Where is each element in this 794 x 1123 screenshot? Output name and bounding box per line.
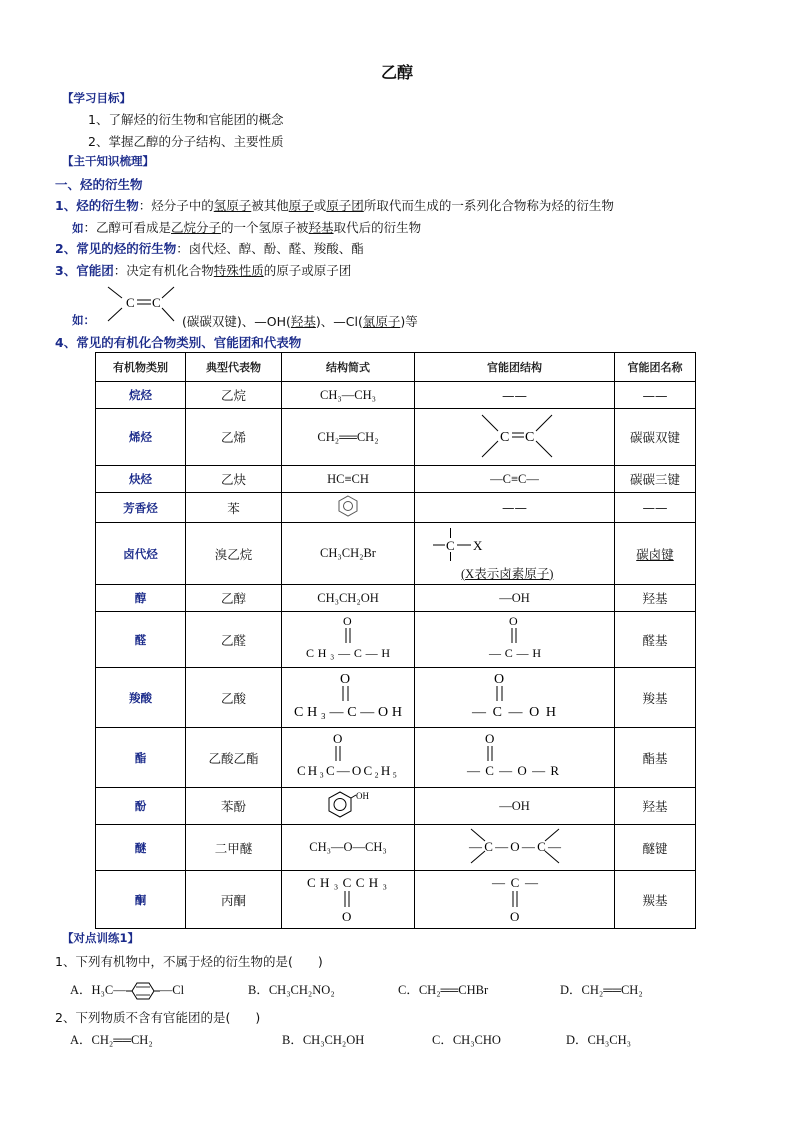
table-row (96, 382, 696, 409)
table-row (96, 788, 696, 825)
representative-cell: 苯 (186, 493, 282, 523)
svg-text:O: O (508, 614, 518, 628)
table-row (96, 612, 696, 668)
svg-text:C: C (446, 537, 455, 553)
functional-group-name-cell: 碳碳双键 (615, 409, 696, 466)
main-heading: 【主干知识梳理】 (62, 154, 154, 168)
svg-text:—C—O—R: —C—O—R (466, 763, 559, 778)
representative-cell: 乙醛 (186, 612, 282, 668)
alkene-group-drawing (470, 411, 560, 461)
q2-option-a[interactable]: A．CH₂══CH₂ (70, 1033, 153, 1047)
structure-cell: HC≡CH (282, 466, 415, 493)
question-2: 2、下列物质不含有官能团的是( ) (55, 1010, 261, 1025)
functional-group-cell (415, 409, 615, 466)
representative-cell: 乙酸 (186, 668, 282, 728)
functional-group-name-cell: 羧基 (615, 668, 696, 728)
table-row (96, 409, 696, 466)
functional-group-name-cell: 碳碳三键 (615, 466, 696, 493)
structure-cell: CH₂══CH₂ (282, 409, 415, 466)
example-3-text: (碳碳双键)、—OH(羟基)、—Cl(氯原子)等 (182, 314, 418, 329)
structure-cell: CH₃CH₂OH (282, 585, 415, 612)
svg-text:C: C (499, 429, 509, 445)
functional-group-cell: —OH (415, 788, 615, 825)
functional-group-name-cell: 羟基 (615, 585, 696, 612)
svg-text:O: O (343, 614, 352, 628)
svg-text:X: X (473, 537, 483, 553)
paragraph-2: 2、常见的烃的衍生物：卤代烃、醇、酚、醛、羧酸、酯 (55, 241, 364, 256)
svg-text:CH₃C—OC₂H₅: CH₃C—OC₂H₅ (297, 763, 397, 778)
representative-cell: 丙酮 (186, 871, 282, 929)
functional-group-name-cell: 羰基 (615, 871, 696, 929)
category-cell: 醛 (96, 612, 186, 668)
acetic-acid-structure (290, 669, 406, 723)
functional-group-cell (415, 523, 615, 585)
svg-text:—C—O—C—: —C—O—C— (468, 839, 561, 854)
double-bond-structure (100, 283, 180, 327)
column-header: 结构简式 (282, 353, 415, 382)
structure-cell (282, 612, 415, 668)
halogen-note: (X表示卤素原子) (461, 566, 554, 581)
representative-cell: 苯酚 (186, 788, 282, 825)
column-header: 典型代表物 (186, 353, 282, 382)
svg-text:O: O (493, 672, 504, 687)
q1-option-d[interactable]: D．CH₂══CH₂ (560, 983, 643, 997)
acetaldehyde-structure (298, 613, 398, 663)
representative-cell: 乙醇 (186, 585, 282, 612)
ester-group-drawing (465, 729, 565, 783)
category-cell: 烷烃 (96, 382, 186, 409)
exercise-heading: 【对点训练1】 (62, 931, 140, 945)
category-cell: 酯 (96, 728, 186, 788)
functional-group-name-cell: 醚键 (615, 825, 696, 871)
functional-group-cell: —— (415, 382, 615, 409)
category-cell: 酚 (96, 788, 186, 825)
table-row (96, 523, 696, 585)
functional-group-cell (415, 728, 615, 788)
example-3: 如： (72, 313, 95, 327)
category-cell: 芳香烃 (96, 493, 186, 523)
acetone-structure (303, 871, 393, 925)
functional-group-cell: —OH (415, 585, 615, 612)
column-header: 官能团结构 (415, 353, 615, 382)
category-cell: 醇 (96, 585, 186, 612)
table-header-row (96, 353, 696, 382)
table-row (96, 585, 696, 612)
benzene-ring-icon (126, 980, 160, 1002)
functional-group-cell (415, 825, 615, 871)
table-row (96, 825, 696, 871)
functional-group-name-cell: 羟基 (615, 788, 696, 825)
functional-group-cell (415, 668, 615, 728)
aldehyde-group-drawing (485, 613, 545, 663)
representative-cell: 乙烷 (186, 382, 282, 409)
representative-cell: 乙炔 (186, 466, 282, 493)
paragraph-4: 4、常见的有机化合物类别、官能团和代表物 (55, 335, 302, 350)
functional-group-name-cell: —— (615, 382, 696, 409)
objectives-heading: 【学习目标】 (62, 91, 131, 105)
structure-cell: CH₃—CH₃ (282, 382, 415, 409)
structure-cell: CH₃CH₂Br (282, 523, 415, 585)
category-cell: 卤代烃 (96, 523, 186, 585)
svg-text:O: O (333, 731, 343, 746)
carbonyl-group-drawing (490, 871, 540, 925)
example-1: 如：乙醇可看成是乙烷分子的一个氢原子被羟基取代后的衍生物 (72, 220, 422, 235)
column-header: 官能团名称 (615, 353, 696, 382)
category-cell: 醚 (96, 825, 186, 871)
paragraph-1: 1、烃的衍生物：烃分子中的氢原子被其他原子或原子团所取代而生成的一系列化合物称为烃的衍生物 (55, 198, 614, 213)
structure-cell (282, 871, 415, 929)
table-row (96, 493, 696, 523)
page-title: 乙醇 (380, 63, 413, 82)
functional-group-name-cell: —— (615, 493, 696, 523)
ether-group-drawing (465, 825, 565, 867)
q2-option-c[interactable]: C．CH₃CHO (432, 1033, 501, 1047)
phenol-structure (318, 789, 378, 821)
functional-group-name-cell: 碳卤键 (615, 523, 696, 585)
category-cell: 酮 (96, 871, 186, 929)
category-cell: 炔烃 (96, 466, 186, 493)
table-row (96, 668, 696, 728)
paragraph-3: 3、官能团：决定有机化合物特殊性质的原子或原子团 (55, 263, 352, 278)
column-header: 有机物类别 (96, 353, 186, 382)
svg-text:O: O (342, 909, 352, 924)
benzene-ring-icon (336, 494, 360, 518)
q2-option-b[interactable]: B．CH₃CH₂OH (282, 1033, 365, 1047)
svg-text:—C—: —C— (491, 875, 538, 890)
functional-group-cell (415, 871, 615, 929)
svg-text:C: C (524, 429, 534, 445)
carboxyl-group-drawing (470, 669, 560, 723)
svg-text:CH₃CCH₃: CH₃CCH₃ (307, 875, 387, 890)
section-heading: 一、烃的衍生物 (55, 177, 143, 192)
objective-item: 1、了解烃的衍生物和官能团的概念 (88, 112, 284, 127)
structure-cell (282, 788, 415, 825)
q1-option-a[interactable]: A．H₃C— —Cl (70, 980, 184, 1002)
svg-text:O: O (484, 731, 494, 746)
structure-cell: CH₃—O—CH₃ (282, 825, 415, 871)
svg-text:—C—H: —C—H (488, 646, 541, 660)
functional-group-cell: —— (415, 493, 615, 523)
functional-group-cell (415, 612, 615, 668)
table-row (96, 466, 696, 493)
representative-cell: 乙烯 (186, 409, 282, 466)
svg-text:—C—OH: —C—OH (471, 705, 556, 720)
q2-option-d[interactable]: D．CH₃CH₃ (566, 1033, 631, 1047)
functional-group-table (95, 352, 696, 929)
structure-cell (282, 728, 415, 788)
table-row (96, 871, 696, 929)
svg-text:C: C (126, 295, 135, 310)
representative-cell: 乙酸乙酯 (186, 728, 282, 788)
category-cell: 羧酸 (96, 668, 186, 728)
representative-cell: 溴乙烷 (186, 523, 282, 585)
question-1: 1、下列有机物中，不属于烃的衍生物的是( ) (55, 954, 323, 969)
svg-text:CH₃—C—OH: CH₃—C—OH (294, 705, 402, 720)
table-row (96, 728, 696, 788)
svg-text:C: C (152, 295, 161, 310)
q1-option-c[interactable]: C．CH₂══CHBr (398, 983, 489, 997)
structure-cell (282, 668, 415, 728)
ethyl-acetate-structure (293, 729, 403, 783)
svg-text:OH: OH (356, 790, 369, 801)
objective-item: 2、掌握乙醇的分子结构、主要性质 (88, 134, 284, 149)
svg-text:CH₃—C—H: CH₃—C—H (306, 646, 390, 660)
svg-text:O: O (509, 909, 519, 924)
functional-group-cell: —C≡C— (415, 466, 615, 493)
functional-group-name-cell: 酯基 (615, 728, 696, 788)
structure-cell (282, 493, 415, 523)
q1-option-b[interactable]: B．CH₃CH₂NO₂ (248, 983, 335, 997)
svg-text:O: O (340, 672, 351, 687)
category-cell: 烯烃 (96, 409, 186, 466)
representative-cell: 二甲醚 (186, 825, 282, 871)
functional-group-name-cell: 醛基 (615, 612, 696, 668)
haloalkane-group-drawing (431, 526, 511, 562)
